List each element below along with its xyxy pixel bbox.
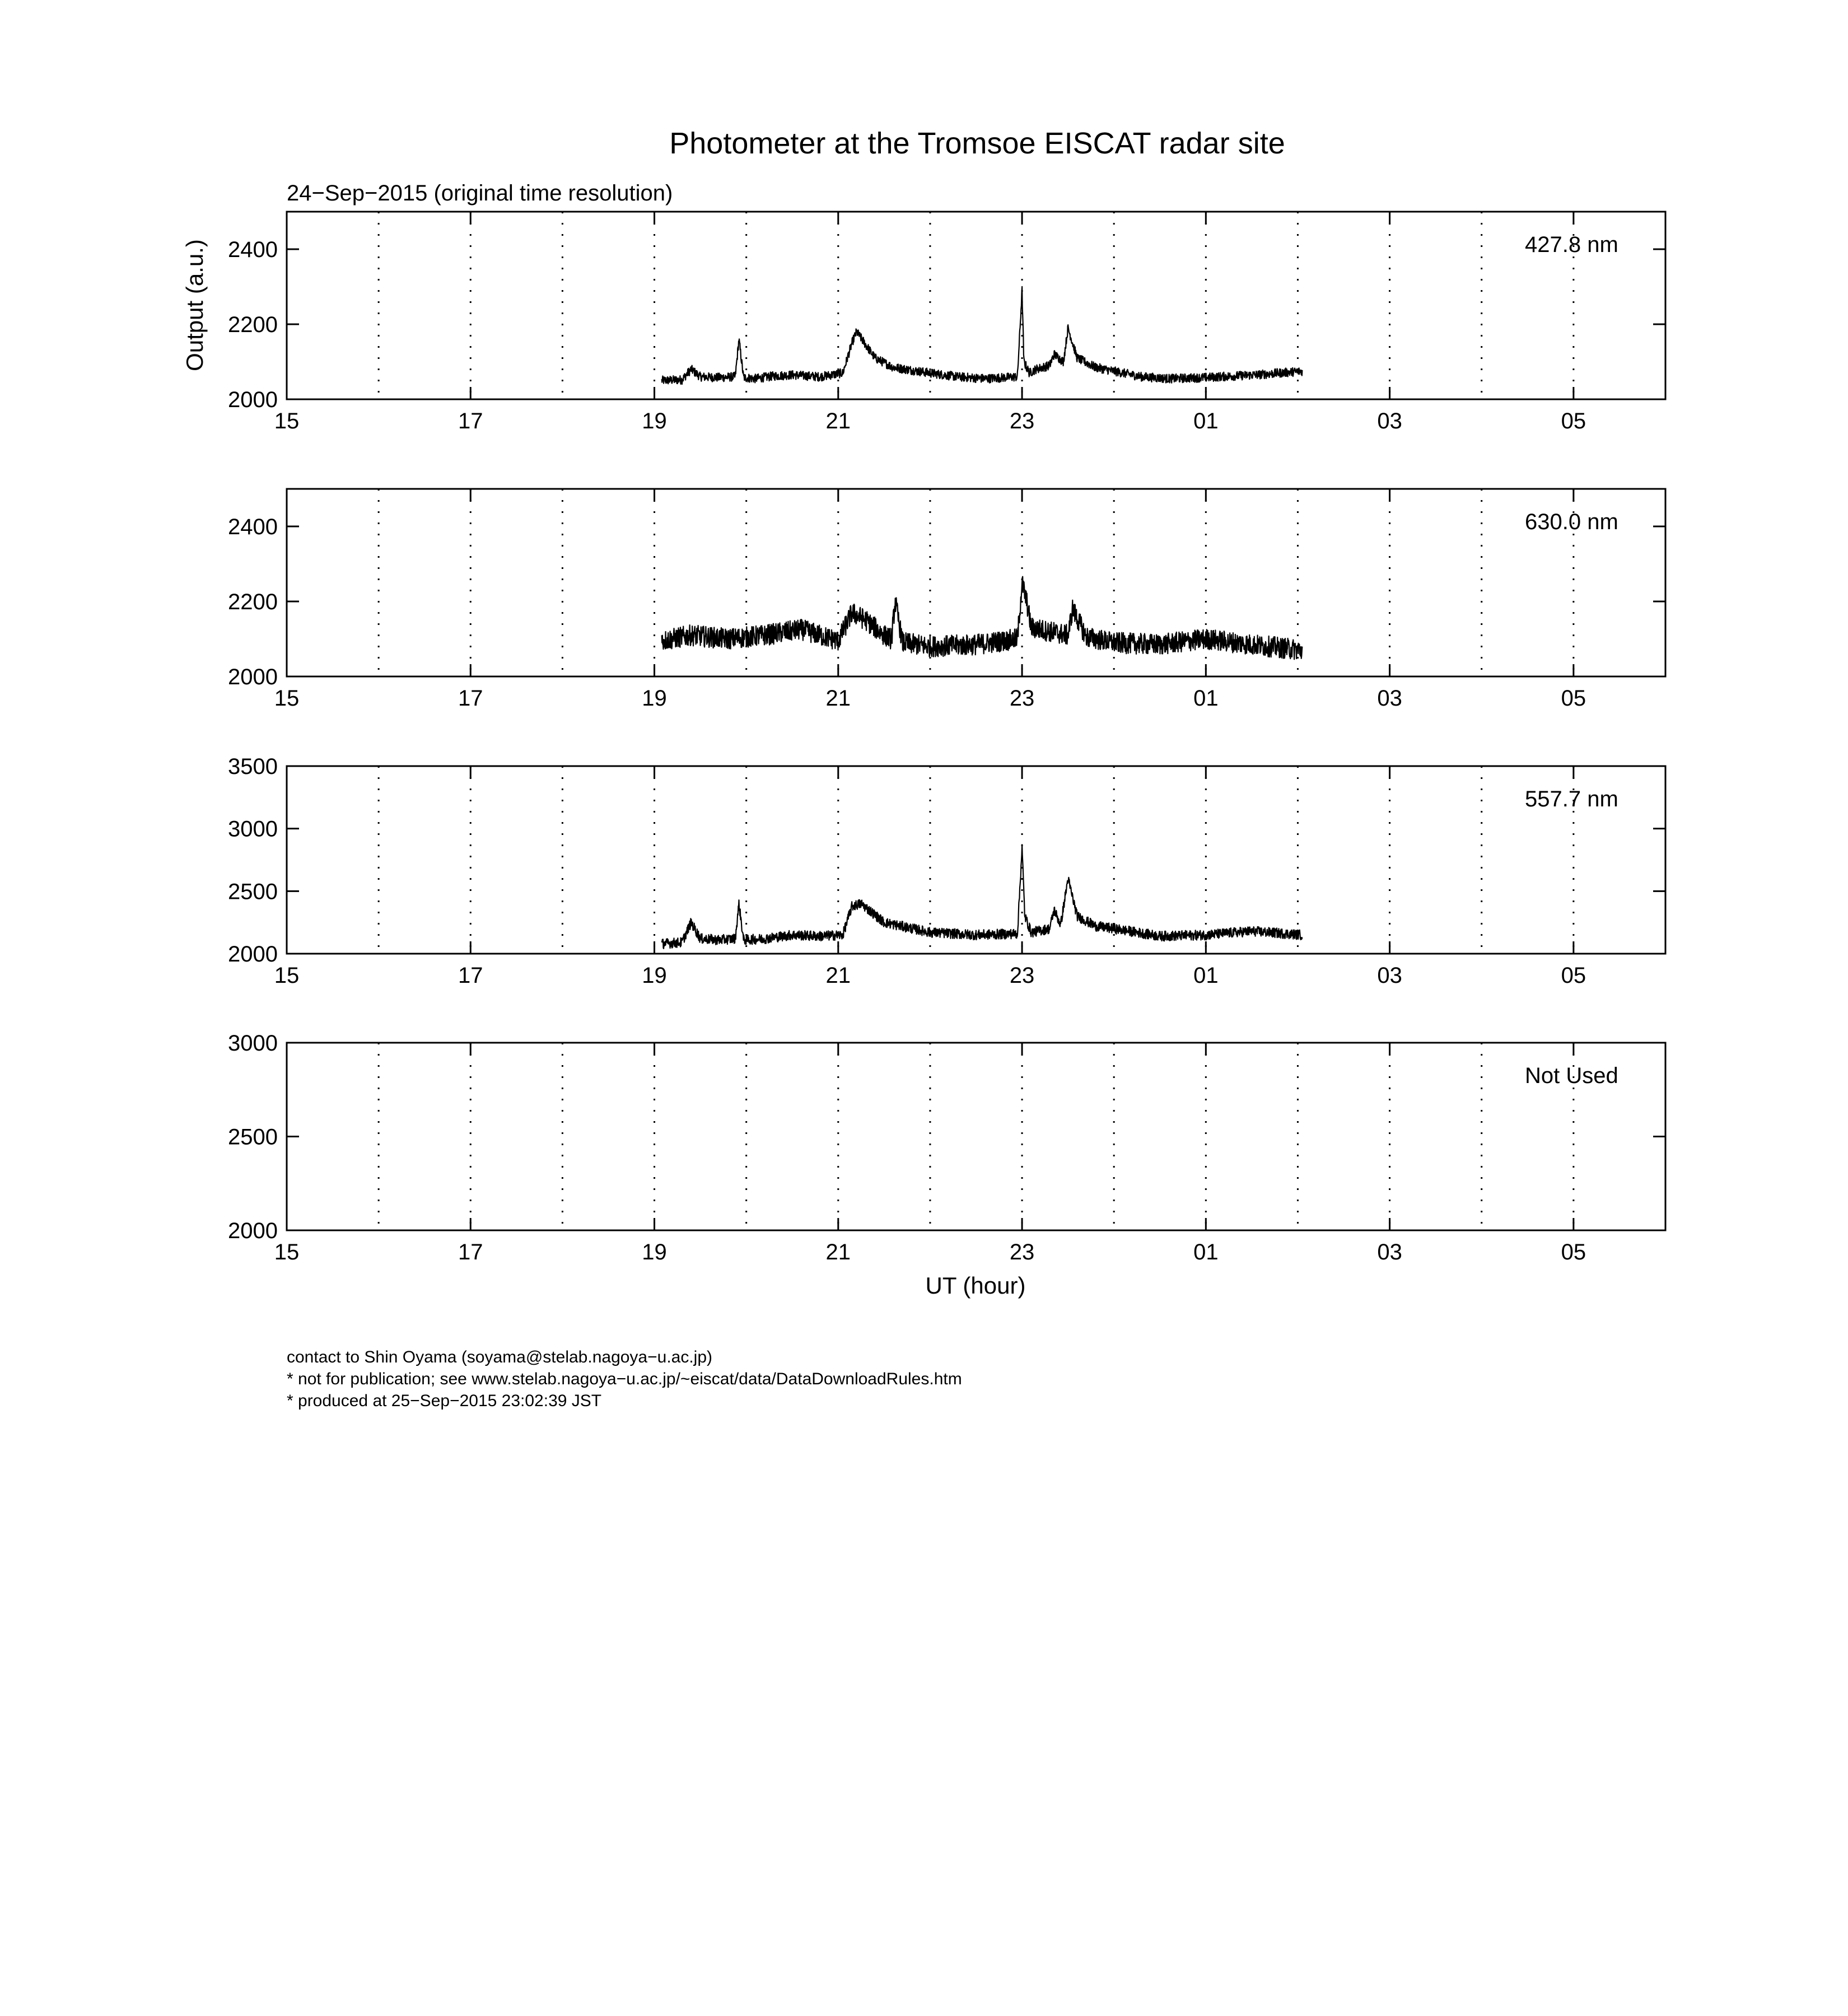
ytick-label-2: 2200 xyxy=(228,312,278,337)
xtick-label-3: 19 xyxy=(642,686,667,711)
ytick-label-3: 3000 xyxy=(228,816,278,842)
panel-4 xyxy=(228,1031,1665,1264)
xtick-label-7: 03 xyxy=(1377,409,1402,433)
ytick-label-3: 3000 xyxy=(228,1031,278,1056)
xtick-label-2: 17 xyxy=(458,409,483,433)
xtick-label-8: 05 xyxy=(1561,686,1586,711)
channel-label-3: 557.7 nm xyxy=(1525,787,1618,811)
xtick-label-8: 05 xyxy=(1561,963,1586,988)
xtick-label-4: 21 xyxy=(825,963,851,988)
xtick-label-5: 23 xyxy=(1009,1240,1035,1264)
ytick-label-1: 2000 xyxy=(228,1219,278,1243)
ytick-label-3: 2400 xyxy=(228,237,278,262)
xtick-label-2: 17 xyxy=(458,1240,483,1264)
panels-group xyxy=(228,212,1665,1264)
xtick-label-5: 23 xyxy=(1009,963,1035,988)
xtick-label-4: 21 xyxy=(825,686,851,711)
xtick-label-3: 19 xyxy=(642,963,667,988)
panel-2 xyxy=(228,489,1665,711)
xtick-label-7: 03 xyxy=(1377,1240,1402,1264)
panel-1 xyxy=(228,212,1665,433)
xtick-label-2: 17 xyxy=(458,963,483,988)
xtick-label-7: 03 xyxy=(1377,686,1402,711)
footer-line-1: contact to Shin Oyama (soyama@stelab.nagoya−u.ac.jp) xyxy=(287,1348,713,1366)
xtick-label-2: 17 xyxy=(458,686,483,711)
y-axis-label: Output (a.u.) xyxy=(181,239,208,371)
xtick-label-5: 23 xyxy=(1009,686,1035,711)
channel-label-1: 427.8 nm xyxy=(1525,232,1618,257)
ytick-label-2: 2200 xyxy=(228,590,278,614)
xtick-label-5: 23 xyxy=(1009,409,1035,433)
ytick-label-1: 2000 xyxy=(228,942,278,967)
xtick-label-1: 15 xyxy=(274,963,300,988)
xtick-label-8: 05 xyxy=(1561,1240,1586,1264)
xtick-label-1: 15 xyxy=(274,1240,300,1264)
ytick-label-1: 2000 xyxy=(228,665,278,689)
xtick-label-6: 01 xyxy=(1193,963,1219,988)
channel-label-2: 630.0 nm xyxy=(1525,510,1618,534)
panel-3 xyxy=(228,754,1665,988)
ytick-label-2: 2500 xyxy=(228,1124,278,1150)
ytick-label-3: 2400 xyxy=(228,515,278,539)
xtick-label-6: 01 xyxy=(1193,409,1219,433)
ytick-label-1: 2000 xyxy=(228,388,278,412)
figure-title: Photometer at the Tromsoe EISCAT radar site xyxy=(669,127,1285,160)
xtick-label-1: 15 xyxy=(274,686,300,711)
ytick-label-4: 3500 xyxy=(228,754,278,779)
x-axis-label: UT (hour) xyxy=(925,1272,1026,1299)
xtick-label-3: 19 xyxy=(642,1240,667,1264)
axes-box-1 xyxy=(287,212,1665,399)
channel-label-4: Not Used xyxy=(1525,1063,1618,1088)
xtick-label-4: 21 xyxy=(825,409,851,433)
footer-line-2: * not for publication; see www.stelab.nagoya−u.ac.jp/~eiscat/data/DataDownloadRules.htm xyxy=(287,1370,962,1388)
ytick-label-2: 2500 xyxy=(228,879,278,904)
xtick-label-6: 01 xyxy=(1193,686,1219,711)
footer-line-3: * produced at 25−Sep−2015 23:02:39 JST xyxy=(287,1392,602,1410)
axes-box-3 xyxy=(287,766,1665,954)
xtick-label-1: 15 xyxy=(274,409,300,433)
figure-subtitle: 24−Sep−2015 (original time resolution) xyxy=(287,181,673,206)
xtick-label-4: 21 xyxy=(825,1240,851,1264)
trace-3-1 xyxy=(662,844,1303,949)
xtick-label-7: 03 xyxy=(1377,963,1402,988)
xtick-label-6: 01 xyxy=(1193,1240,1219,1264)
xtick-label-3: 19 xyxy=(642,409,667,433)
axes-box-4 xyxy=(287,1043,1665,1230)
xtick-label-8: 05 xyxy=(1561,409,1586,433)
